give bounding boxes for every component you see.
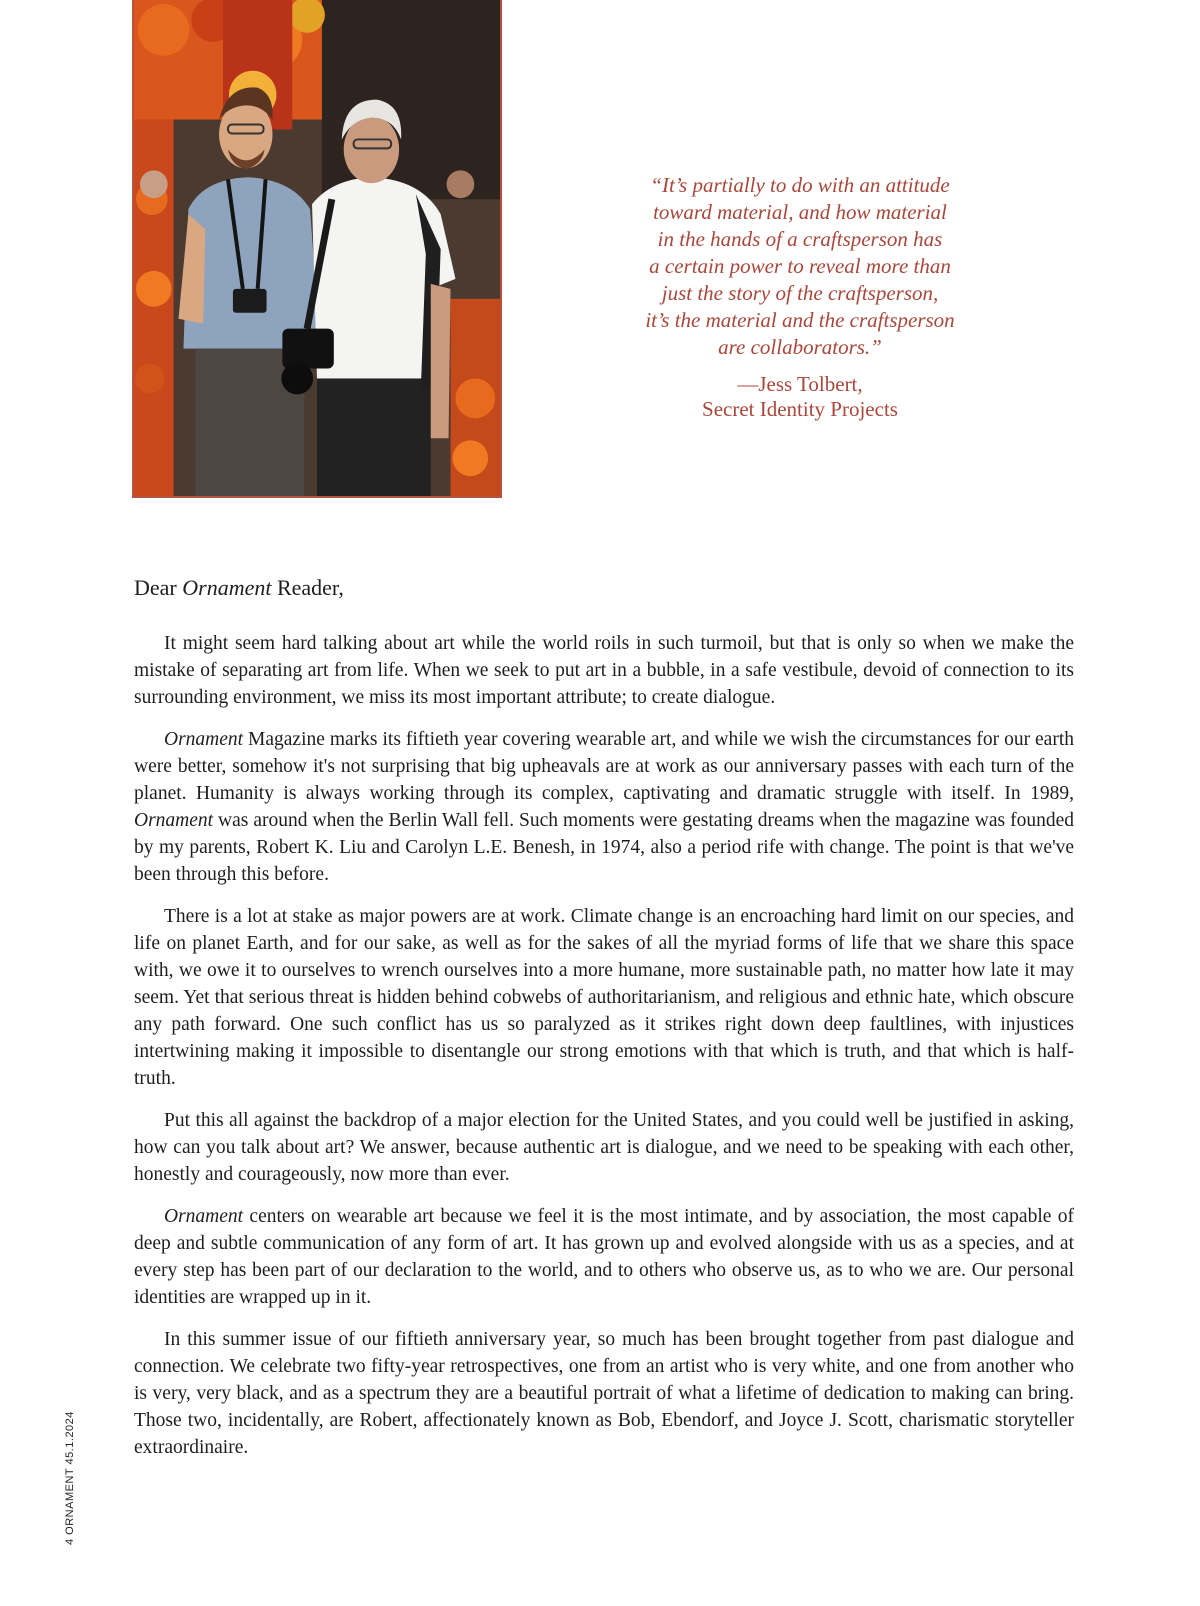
- pull-quote-line: toward material, and how material: [653, 200, 947, 224]
- paragraph-text: In this summer issue of our fiftieth anniversary year, so much has been brought together from past dialogue and connection. We celebrate two fifty-year retrospectives, one from an artist who is very white, and one from another who is very, very black, and as a spectrum they are a beautiful portrait of what a lifetime of dedication to making can bring. Those two, incidentally, are Robert, affectionately known as Bob, Ebendorf, and Joyce J. Scott, charismatic storyteller extraordinaire.: [134, 1329, 1074, 1458]
- paragraph-text: It might seem hard talking about art while the world roils in such turmoil, but that is only so when we make the mistake of separating art from life. When we seek to put art in a bubble, in a safe vestibule, devoid of connection to its surrounding environment, we miss its most important attribute; to create dialogue.: [134, 633, 1074, 708]
- paragraph-text: centers on wearable art because we feel it is the most intimate, and by association, the most capable of deep and subtle communication of any form of art. It has grown up and evolved alongside with us as a species, and at every step has been part of our declaration to the world, and to others who observe us, as to who we are. Our personal identities are wrapped up in it.: [134, 1206, 1074, 1308]
- photo-illustration: [134, 0, 500, 496]
- salutation: [134, 574, 1074, 602]
- letter-paragraph: [134, 726, 1074, 888]
- magazine-name: Ornament: [182, 575, 272, 600]
- page-folio: 4 ORNAMENT 45.1.2024: [64, 1411, 76, 1545]
- salutation-prefix: Dear: [134, 575, 183, 600]
- letter-paragraph: [134, 903, 1074, 1092]
- pull-quote-line: are collaborators.”: [718, 335, 882, 359]
- photo-two-men: [132, 0, 502, 498]
- attribution-name: —Jess Tolbert,: [737, 372, 863, 396]
- editor-letter: [134, 574, 1074, 1476]
- letter-paragraph: [134, 1203, 1074, 1311]
- letter-paragraph: [134, 1326, 1074, 1461]
- paragraph-text: Put this all against the backdrop of a major election for the United States, and you could well be justified in asking, how can you talk about art? We answer, because authentic art is dialogue, and we need to be speaking with each other, honestly and courageously, now more than ever.: [134, 1110, 1074, 1185]
- paragraph-text: was around when the Berlin Wall fell. Such moments were gestating dreams when the magazine was founded by my parents, Robert K. Liu and Carolyn L.E. Benesh, in 1974, also a period rife with change. The point is that we've been through this before.: [134, 810, 1074, 885]
- attribution-organization: Secret Identity Projects: [702, 397, 898, 421]
- letter-paragraph: [134, 630, 1074, 711]
- pull-quote-line: “It’s partially to do with an attitude: [650, 173, 950, 197]
- paragraph-text: There is a lot at stake as major powers are at work. Climate change is an encroaching hard limit on our species, and life on planet Earth, and for our sake, as well as for the sakes of all the myriad forms of life that we share this space with, we owe it to ourselves to wrench ourselves into a more humane, more sustainable path, no matter how late it may seem. Yet that serious threat is hidden behind cobwebs of authoritarianism, and religious and ethnic hate, which obscure any path forward. One such conflict has us so paralyzed as it strikes right down deep faultlines, with injustices intertwining making it impossible to disentangle our strong emotions with that which is truth, and that which is half-truth.: [134, 906, 1074, 1089]
- pull-quote-line: a certain power to reveal more than: [649, 254, 951, 278]
- pull-quote-attribution: [590, 372, 1010, 422]
- pull-quote-line: it’s the material and the craftsperson: [645, 308, 955, 332]
- magazine-name: Ornament: [164, 1206, 244, 1227]
- letter-paragraph: [134, 1107, 1074, 1188]
- pull-quote-line: just the story of the craftsperson,: [661, 281, 939, 305]
- magazine-name: Ornament: [164, 729, 244, 750]
- paragraph-text: Magazine marks its fiftieth year covering wearable art, and while we wish the circumstances for our earth were better, somehow it's not surprising that big upheavals are at work as our anniversary passes with each turn of the planet. Humanity is always working through its complex, captivating and dramatic struggle with itself. In 1989,: [134, 729, 1074, 804]
- pull-quote-line: in the hands of a craftsperson has: [657, 227, 943, 251]
- salutation-suffix: Reader,: [271, 575, 344, 600]
- pull-quote-text: [590, 172, 1010, 361]
- pull-quote: [590, 172, 1010, 422]
- magazine-name: Ornament: [134, 810, 214, 831]
